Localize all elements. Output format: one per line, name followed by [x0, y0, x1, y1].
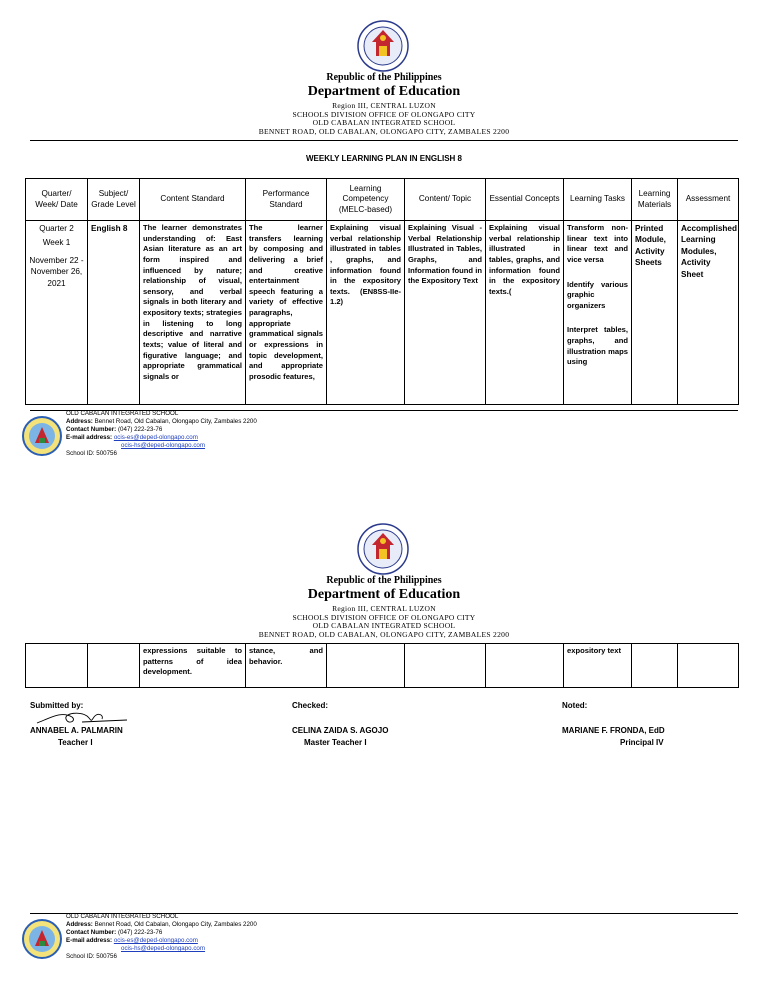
submitted-title: Teacher I — [58, 738, 93, 747]
footer-school: OLD CABALAN INTEGRATED SCHOOL — [66, 410, 179, 417]
cell-quarter — [26, 221, 88, 405]
letterhead — [0, 576, 768, 638]
deped-seal-icon — [357, 523, 409, 575]
week-text: Week 1 — [42, 238, 71, 248]
task-item: Transform non-linear text into linear text and vice versa — [567, 223, 628, 264]
header-divider — [30, 140, 738, 141]
school-line: OLD CABALAN INTEGRATED SCHOOL — [312, 621, 456, 630]
footer-email: E-mail address: ocis-es@deped-olongapo.com — [66, 937, 198, 945]
table-row — [26, 221, 739, 405]
col-header-tasks: Learning Tasks — [564, 179, 632, 221]
department-name: Department of Education — [307, 84, 461, 99]
cell-subject — [88, 644, 140, 688]
footer-school-id: School ID: 500756 — [66, 450, 117, 458]
footer-email-2 — [66, 945, 257, 953]
cell-competency — [327, 644, 405, 688]
learning-plan-table-continued — [25, 643, 739, 688]
footer-address: Address: Bennet Road, Old Cabalan, Olongapo City, Zambales 2200 — [66, 418, 257, 426]
school-logo-icon — [22, 416, 62, 456]
page-2 — [0, 503, 768, 1006]
quarter-text: Quarter 2 — [39, 224, 74, 233]
submitted-by-block — [30, 701, 190, 747]
email-link-es[interactable]: ocis-es@deped-olongapo.com — [113, 937, 198, 945]
page-1 — [0, 0, 768, 500]
region-line: Region III, CENTRAL LUZON — [332, 604, 436, 613]
school-logo-icon — [22, 919, 62, 959]
col-header-materials: Learning Materials — [632, 179, 678, 221]
col-header-topic: Content/ Topic — [405, 179, 486, 221]
deped-seal-icon — [357, 20, 409, 72]
footer-email-2 — [66, 442, 257, 450]
email-link-hs[interactable]: ocis-hs@deped-olongapo.com — [121, 442, 206, 450]
noted-title: Principal IV — [620, 738, 664, 747]
cell-performance-standard: stance, and behavior. — [246, 644, 327, 688]
noted-by-block — [562, 701, 742, 747]
col-header-content-standard: Content Standard — [140, 179, 246, 221]
school-footer — [22, 913, 722, 979]
learning-plan-table — [25, 178, 739, 405]
division-line: SCHOOLS DIVISION OFFICE OF OLONGAPO CITY — [292, 109, 476, 119]
noted-name: MARIANE F. FRONDA, EdD — [562, 726, 665, 735]
col-header-assessment: Assessment — [678, 179, 739, 221]
checked-name: CELINA ZAIDA S. AGOJO — [292, 726, 389, 735]
table-header-row — [26, 179, 739, 221]
col-header-performance-standard: Performance Standard — [246, 179, 327, 221]
task-item: Interpret tables, graphs, and illustration maps using — [567, 325, 628, 367]
col-header-competency: Learning Competency (MELC-based) — [327, 179, 405, 221]
cell-performance-standard: The learner transfers learning by composing and delivering a brief and creative entertainment speech featuring a variety of effective paragraphs, appropriate grammatical signals or expressions in topic development, and appropriate prosodic features, — [246, 221, 327, 405]
signature-icon — [32, 707, 132, 729]
submitted-label: Submitted by: — [30, 701, 84, 710]
republic-line: Republic of the Philippines — [326, 575, 442, 586]
school-footer — [22, 410, 722, 476]
date-text: November 22 - November 26, 2021 — [29, 255, 84, 288]
cell-content-standard: The learner demonstrates understanding of: East Asian literature as an art form inspired and influenced by nature; relationship of visual, sensory, and verbal signals in both literary and expository texts; strategies in listening to long descriptive and narrative texts; value of literal and figurative language; and appropriate grammatical signals or — [140, 221, 246, 405]
checked-title: Master Teacher I — [304, 738, 367, 747]
region-line: Region III, CENTRAL LUZON — [332, 101, 436, 110]
cell-content-standard: expressions suitable to patterns of idea development. — [140, 644, 246, 688]
submitted-name: ANNABEL A. PALMARIN — [30, 726, 123, 735]
email-link-hs[interactable]: ocis-hs@deped-olongapo.com — [121, 945, 206, 953]
footer-address: Address: Bennet Road, Old Cabalan, Olongapo City, Zambales 2200 — [66, 921, 257, 929]
cell-concepts: Explaining visual verbal relationship illustrated in tables, graphs, and information found in the expository texts.( — [486, 221, 564, 405]
email-link-es[interactable]: ocis-es@deped-olongapo.com — [113, 434, 198, 442]
cell-tasks — [564, 221, 632, 405]
cell-topic — [405, 644, 486, 688]
table-row — [26, 644, 739, 688]
checked-label: Checked: — [292, 701, 329, 710]
footer-text — [66, 913, 257, 961]
cell-topic: Explaining Visual - Verbal Relationship Illustrated in Tables, Graphs, and Information found in the Expository Text — [405, 221, 486, 405]
noted-label: Noted: — [562, 701, 588, 710]
cell-quarter — [26, 644, 88, 688]
cell-materials — [632, 644, 678, 688]
footer-contact: Contact Number: (047) 222-23-76 — [66, 426, 163, 434]
cell-assessment: Accomplished Learning Modules, Activity Sheet — [678, 221, 739, 405]
footer-contact: Contact Number: (047) 222-23-76 — [66, 929, 163, 937]
footer-school-id: School ID: 500756 — [66, 953, 117, 961]
footer-email: E-mail address: ocis-es@deped-olongapo.com — [66, 434, 198, 442]
cell-tasks: expository text — [564, 644, 632, 688]
school-line: OLD CABALAN INTEGRATED SCHOOL — [312, 118, 456, 127]
col-header-subject: Subject/ Grade Level — [88, 179, 140, 221]
cell-materials: Printed Module, Activity Sheets — [632, 221, 678, 405]
address-line: BENNET ROAD, OLD CABALAN, OLONGAPO CITY, ZAMBALES 2200 — [258, 629, 510, 639]
cell-subject: English 8 — [88, 221, 140, 405]
task-item: Identify various graphic organizers — [567, 279, 628, 310]
cell-competency: Explaining visual verbal relationship illustrated in tables , graphs, and information found in the expository texts. (EN8SS-IIe-1.2) — [327, 221, 405, 405]
department-name: Department of Education — [307, 587, 461, 602]
letterhead — [0, 73, 768, 135]
address-line: BENNET ROAD, OLD CABALAN, OLONGAPO CITY, ZAMBALES 2200 — [258, 126, 510, 136]
col-header-quarter: Quarter/ Week/ Date — [26, 179, 88, 221]
division-line: SCHOOLS DIVISION OFFICE OF OLONGAPO CITY — [292, 612, 476, 622]
republic-line: Republic of the Philippines — [326, 72, 442, 83]
footer-text — [66, 410, 257, 458]
col-header-concepts: Essential Concepts — [486, 179, 564, 221]
checked-by-block — [292, 701, 472, 747]
footer-school: OLD CABALAN INTEGRATED SCHOOL — [66, 913, 179, 920]
cell-assessment — [678, 644, 739, 688]
plan-title: WEEKLY LEARNING PLAN IN ENGLISH 8 — [305, 154, 463, 163]
cell-concepts — [486, 644, 564, 688]
